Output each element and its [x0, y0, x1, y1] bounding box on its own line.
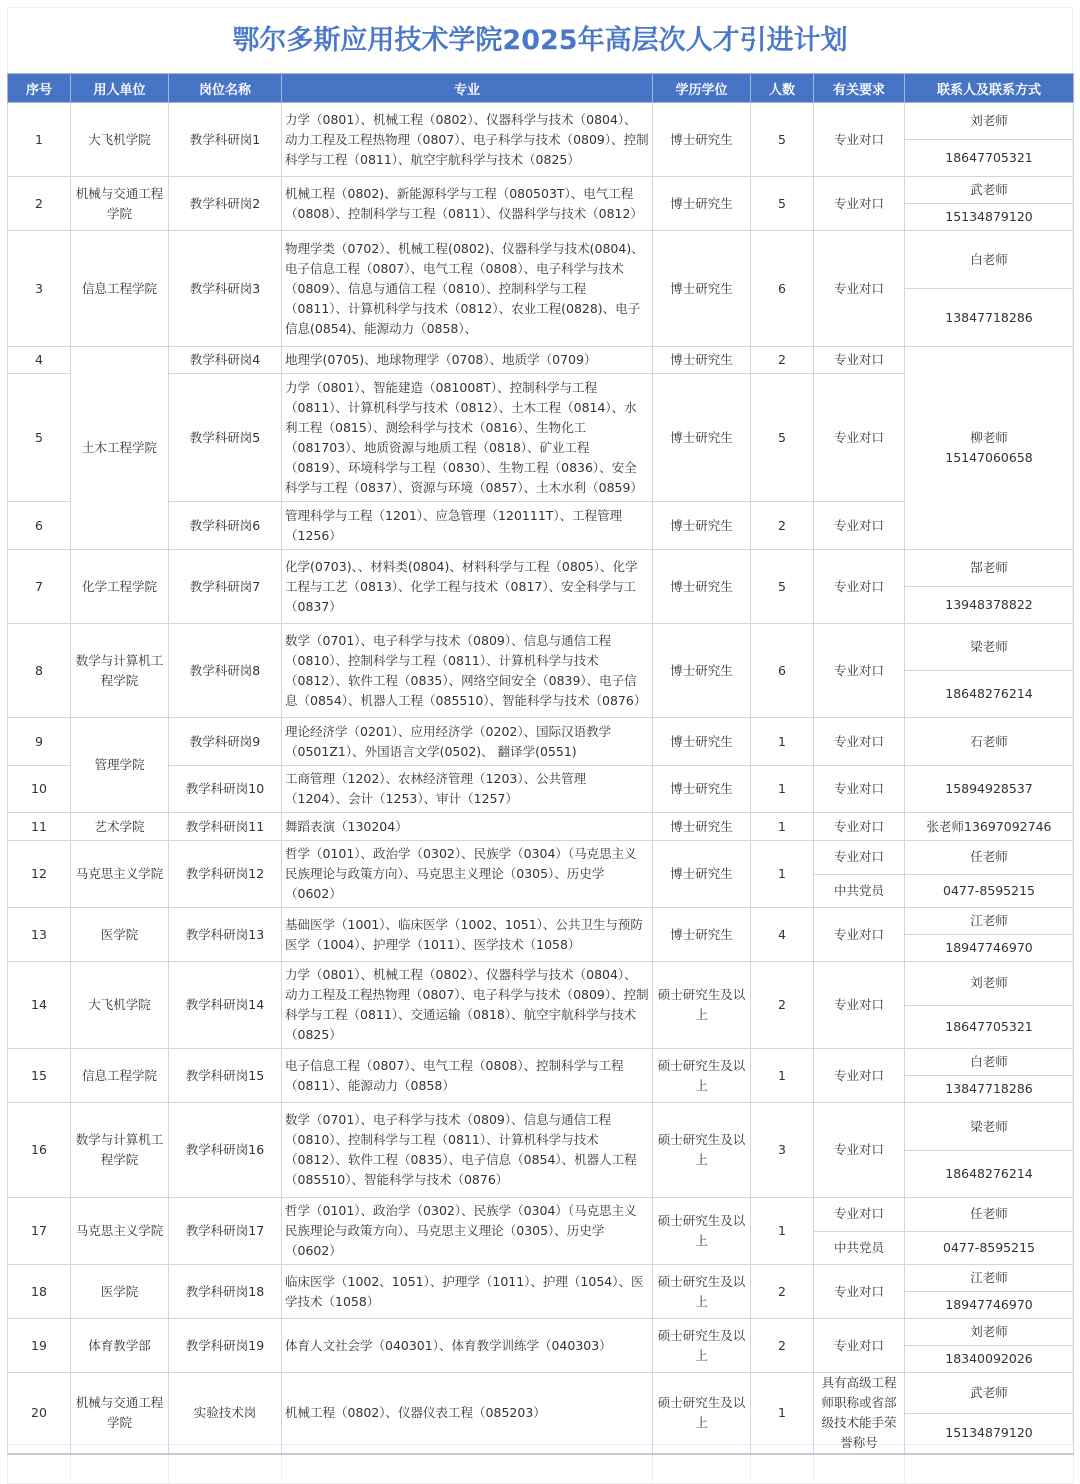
- row-post: 教学科研岗11: [169, 813, 282, 841]
- row-degree: 硕士研究生及以上: [653, 962, 751, 1049]
- row-degree: 硕士研究生及以上: [653, 1103, 751, 1198]
- row-requirement: 专业对口: [814, 103, 905, 177]
- row-requirement-2: 中共党员: [814, 874, 905, 908]
- row-requirement: 专业对口: [814, 1103, 905, 1198]
- row-requirement: 专业对口: [814, 177, 905, 231]
- row-requirement: 专业对口: [814, 502, 905, 550]
- table-row: [8, 1319, 1074, 1346]
- row-requirement: 专业对口: [814, 841, 905, 875]
- row-requirement: 专业对口: [814, 962, 905, 1049]
- row-requirement: 专业对口: [814, 1049, 905, 1103]
- contact-phone[interactable]: 18947746970: [905, 1292, 1074, 1319]
- row-post: 教学科研岗14: [169, 962, 282, 1049]
- row-unit: 马克思主义学院: [71, 1198, 169, 1265]
- row-major: 电子信息工程（0807）、电气工程（0808）、控制科学与工程（0811）、能源动力（0858）: [282, 1049, 653, 1103]
- row-major: 工商管理（1202）、农林经济管理（1203）、公共管理（1204）、会计（1253）、审计（1257）: [282, 766, 653, 813]
- contact-name: 任老师: [905, 841, 1074, 875]
- row-major: 地理学(0705)、地球物理学（0708）、地质学（0709）: [282, 347, 653, 374]
- table-row: [8, 1198, 1074, 1232]
- row-post: 教学科研岗10: [169, 766, 282, 813]
- row-degree: 硕士研究生及以上: [653, 1049, 751, 1103]
- table-row: [8, 813, 1074, 841]
- row-degree: 博士研究生: [653, 103, 751, 177]
- row-count: 1: [751, 813, 814, 841]
- row-unit: 艺术学院: [71, 813, 169, 841]
- row-degree: 博士研究生: [653, 908, 751, 962]
- table-row: [8, 1103, 1074, 1151]
- empty-cell: [282, 1454, 653, 1484]
- row-degree: 博士研究生: [653, 624, 751, 718]
- row-no: 1: [8, 103, 71, 177]
- row-requirement: 专业对口: [814, 718, 905, 766]
- row-post: 教学科研岗19: [169, 1319, 282, 1373]
- row-no: 14: [8, 962, 71, 1049]
- table-row: [8, 624, 1074, 671]
- row-unit: 化学工程学院: [71, 550, 169, 624]
- row-requirement: 专业对口: [814, 1198, 905, 1232]
- row-major: 力学（0801）、智能建造（081008T）、控制科学与工程（0811）、计算机科学与技术（0812）、土木工程（0814）、水利工程（0815）、测绘科学与技术（0816）、生物化工（081703）、地质资源与地质工程（0818）、矿业工程（0819）、环境科学与工程（0830）、生物工程（0836）、安全科学与工程（0837）、资源与环境（0857）、土木水利（0859）: [282, 374, 653, 502]
- row-degree: 硕士研究生及以上: [653, 1373, 751, 1455]
- row-major: 力学（0801）、机械工程（0802）、仪器科学与技术（0804）、动力工程及工程热物理（0807）、电子科学与技术（0809）、控制科学与工程（0811）、航空宇航科学与技术（0825）: [282, 103, 653, 177]
- empty-row: [8, 1454, 1074, 1484]
- row-count: 1: [751, 841, 814, 908]
- contact-name: 梁老师: [905, 624, 1074, 671]
- row-no: 10: [8, 766, 71, 813]
- row-unit: 信息工程学院: [71, 1049, 169, 1103]
- row-major: 临床医学（1002、1051）、护理学（1011）、护理（1054）、医学技术（1058）: [282, 1265, 653, 1319]
- contact-phone[interactable]: 18648276214: [905, 671, 1074, 718]
- row-no: 15: [8, 1049, 71, 1103]
- empty-cell: [8, 1454, 71, 1484]
- table-row: [8, 103, 1074, 140]
- contact-name: 白老师: [905, 231, 1074, 289]
- row-requirement: 专业对口: [814, 1265, 905, 1319]
- row-unit: 机械与交通工程学院: [71, 177, 169, 231]
- row-unit: 体育教学部: [71, 1319, 169, 1373]
- row-unit: 数学与计算机工程学院: [71, 1103, 169, 1198]
- row-requirement: 具有高级工程师职称或省部级技术能手荣誉称号: [814, 1373, 905, 1455]
- row-major: 数学（0701）、电子科学与技术（0809）、信息与通信工程（0810）、控制科学与工程（0811）、计算机科学与技术（0812）、软件工程（0835）、电子信息（0854）、机器人工程（085510）、智能科学与技术（0876）: [282, 1103, 653, 1198]
- row-count: 2: [751, 502, 814, 550]
- row-requirement: 专业对口: [814, 374, 905, 502]
- row-count: 5: [751, 374, 814, 502]
- contact-name: 武老师: [905, 177, 1074, 204]
- row-major: 化学(0703)、、材料类(0804)、材料科学与工程（0805）、化学工程与工艺（0813）、化学工程与技术（0817）、安全科学与工（0837）: [282, 550, 653, 624]
- table-row: [8, 841, 1074, 875]
- row-count: 2: [751, 962, 814, 1049]
- row-post: 教学科研岗18: [169, 1265, 282, 1319]
- contact-phone[interactable]: 13847718286: [905, 1076, 1074, 1103]
- header-count: 人数: [751, 74, 814, 103]
- contact-name: 白老师: [905, 1049, 1074, 1076]
- row-no: 16: [8, 1103, 71, 1198]
- contact-phone[interactable]: 0477-8595215: [905, 874, 1074, 908]
- row-major: 力学（0801）、机械工程（0802）、仪器科学与技术（0804）、动力工程及工程热物理（0807）、电子科学与技术（0809）、控制科学与工程（0811）、交通运输（0818）、航空宇航科学与技术（0825）: [282, 962, 653, 1049]
- row-major: 管理科学与工程（1201）、应急管理（120111T）、工程管理（1256）: [282, 502, 653, 550]
- row-post: 教学科研岗15: [169, 1049, 282, 1103]
- header-no: 序号: [8, 74, 71, 103]
- table-row: [8, 718, 1074, 766]
- row-requirement: 专业对口: [814, 813, 905, 841]
- row-post: 教学科研岗4: [169, 347, 282, 374]
- contact-name: 武老师: [905, 1373, 1074, 1414]
- row-post: 教学科研岗13: [169, 908, 282, 962]
- row-requirement: 专业对口: [814, 347, 905, 374]
- row-count: 1: [751, 1049, 814, 1103]
- row-unit: 土木工程学院: [71, 347, 169, 550]
- row-post: 教学科研岗3: [169, 231, 282, 347]
- row-major: 机械工程（0802）、仪器仪表工程（085203）: [282, 1373, 653, 1455]
- contact-name: 江老师: [905, 908, 1074, 935]
- row-no: 19: [8, 1319, 71, 1373]
- row-major: 基础医学（1001）、临床医学（1002、1051）、公共卫生与预防医学（1004）、护理学（1011）、医学技术（1058）: [282, 908, 653, 962]
- row-no: 11: [8, 813, 71, 841]
- row-degree: 硕士研究生及以上: [653, 1198, 751, 1265]
- row-count: 2: [751, 1319, 814, 1373]
- row-requirement: 专业对口: [814, 1319, 905, 1373]
- contact-info[interactable]: 张老师13697092746: [905, 813, 1074, 841]
- table-row: [8, 1049, 1074, 1076]
- row-major: 理论经济学（0201）、应用经济学（0202）、国际汉语教学（0501Z1）、外国语言文学(0502)、 翻译学(0551): [282, 718, 653, 766]
- row-post: 教学科研岗7: [169, 550, 282, 624]
- contact-name: 刘老师: [905, 1319, 1074, 1346]
- row-major: 体育人文社会学（040301）、体育教学训练学（040303）: [282, 1319, 653, 1373]
- row-degree: 博士研究生: [653, 231, 751, 347]
- contact-phone[interactable]: 15134879120: [905, 1413, 1074, 1454]
- header-row: [8, 74, 1074, 103]
- row-requirement: 专业对口: [814, 908, 905, 962]
- row-count: 5: [751, 550, 814, 624]
- row-major: 哲学（0101）、政治学（0302）、民族学（0304）（马克思主义民族理论与政策方向）、马克思主义理论（0305）、历史学（0602）: [282, 1198, 653, 1265]
- row-no: 9: [8, 718, 71, 766]
- row-requirement: 专业对口: [814, 766, 905, 813]
- row-degree: 硕士研究生及以上: [653, 1319, 751, 1373]
- row-count: 2: [751, 347, 814, 374]
- contact-phone[interactable]: 15894928537: [905, 766, 1074, 813]
- row-count: 3: [751, 1103, 814, 1198]
- row-degree: 博士研究生: [653, 841, 751, 908]
- row-requirement: 专业对口: [814, 231, 905, 347]
- row-no: 3: [8, 231, 71, 347]
- contact-name: 刘老师: [905, 103, 1074, 140]
- table-row: [8, 962, 1074, 1006]
- empty-cell: [751, 1454, 814, 1484]
- row-unit: 数学与计算机工程学院: [71, 624, 169, 718]
- row-unit: 大飞机学院: [71, 103, 169, 177]
- table-row: [8, 1265, 1074, 1292]
- row-post: 教学科研岗1: [169, 103, 282, 177]
- row-count: 1: [751, 1373, 814, 1455]
- row-major: 哲学（0101）、政治学（0302）、民族学（0304）（马克思主义民族理论与政策方向）、马克思主义理论（0305）、历史学（0602）: [282, 841, 653, 908]
- header-unit: 用人单位: [71, 74, 169, 103]
- page-title: 鄂尔多斯应用技术学院2025年高层次人才引进计划: [232, 25, 848, 56]
- row-degree: 博士研究生: [653, 718, 751, 766]
- table-row: [8, 231, 1074, 289]
- row-no: 17: [8, 1198, 71, 1265]
- contact-name: 江老师: [905, 1265, 1074, 1292]
- row-unit: 医学院: [71, 1265, 169, 1319]
- row-count: 6: [751, 624, 814, 718]
- table-row: [8, 347, 1074, 374]
- row-count: 1: [751, 766, 814, 813]
- row-no: 4: [8, 347, 71, 374]
- row-major: 物理学类（0702）、机械工程(0802)、仪器科学与技术(0804)、电子信息工程（0807）、电气工程（0808）、电子科学与技术（0809）、信息与通信工程（0810）、控制科学与工程（0811）、计算机科学与技术（0812）、农业工程(0828)、电子信息(0854)、能源动力（0858）、: [282, 231, 653, 347]
- row-no: 6: [8, 502, 71, 550]
- row-no: 7: [8, 550, 71, 624]
- header-major: 专业: [282, 74, 653, 103]
- row-requirement: 专业对口: [814, 624, 905, 718]
- row-post: 教学科研岗12: [169, 841, 282, 908]
- table-row: [8, 1373, 1074, 1414]
- row-unit: 管理学院: [71, 718, 169, 813]
- row-post: 教学科研岗6: [169, 502, 282, 550]
- row-requirement-2: 中共党员: [814, 1231, 905, 1265]
- row-unit: 信息工程学院: [71, 231, 169, 347]
- row-degree: 硕士研究生及以上: [653, 1265, 751, 1319]
- row-degree: 博士研究生: [653, 813, 751, 841]
- contact-phone[interactable]: 18648276214: [905, 1151, 1074, 1198]
- row-count: 4: [751, 908, 814, 962]
- row-post: 教学科研岗5: [169, 374, 282, 502]
- empty-cell: [814, 1454, 905, 1484]
- table-row: [8, 177, 1074, 204]
- contact-phone[interactable]: 0477-8595215: [905, 1231, 1074, 1265]
- header-contact: 联系人及联系方式: [905, 74, 1074, 103]
- row-degree: 博士研究生: [653, 766, 751, 813]
- row-count: 2: [751, 1265, 814, 1319]
- row-no: 8: [8, 624, 71, 718]
- row-no: 20: [8, 1373, 71, 1455]
- row-unit: 机械与交通工程学院: [71, 1373, 169, 1455]
- row-major: 机械工程（0802)、新能源科学与工程（080503T）、电气工程（0808）、控制科学与工程（0811）、仪器科学与技术（0812）: [282, 177, 653, 231]
- contact-name: 石老师: [905, 718, 1074, 766]
- row-unit: 马克思主义学院: [71, 841, 169, 908]
- header-degree: 学历学位: [653, 74, 751, 103]
- row-count: 1: [751, 1198, 814, 1265]
- row-no: 12: [8, 841, 71, 908]
- row-post: 实验技术岗: [169, 1373, 282, 1455]
- contact-phone[interactable]: 18647705321: [905, 140, 1074, 177]
- row-degree: 博士研究生: [653, 502, 751, 550]
- row-degree: 博士研究生: [653, 550, 751, 624]
- contact-phone[interactable]: 18947746970: [905, 935, 1074, 962]
- row-major: 数学（0701）、电子科学与技术（0809）、信息与通信工程（0810）、控制科学与工程（0811）、计算机科学与技术（0812）、软件工程（0835）、网络空间安全（0839）、电子信息（0854）、机器人工程（085510）、智能科学与技术（0876）: [282, 624, 653, 718]
- recruitment-table: [7, 73, 1074, 1484]
- header-requirement: 有关要求: [814, 74, 905, 103]
- empty-cell: [653, 1454, 751, 1484]
- contact-phone[interactable]: 13948378822: [905, 587, 1074, 624]
- row-degree: 博士研究生: [653, 374, 751, 502]
- contact-phone[interactable]: 13847718286: [905, 289, 1074, 347]
- contact-phone[interactable]: 15134879120: [905, 204, 1074, 231]
- row-no: 18: [8, 1265, 71, 1319]
- row-count: 5: [751, 103, 814, 177]
- header-post: 岗位名称: [169, 74, 282, 103]
- contact-name: 郜老师: [905, 550, 1074, 587]
- row-no: 13: [8, 908, 71, 962]
- row-no: 5: [8, 374, 71, 502]
- row-post: 教学科研岗2: [169, 177, 282, 231]
- row-unit: 大飞机学院: [71, 962, 169, 1049]
- row-unit: 医学院: [71, 908, 169, 962]
- contact-name: 梁老师: [905, 1103, 1074, 1151]
- contact-phone[interactable]: 18647705321: [905, 1005, 1074, 1049]
- row-post: 教学科研岗17: [169, 1198, 282, 1265]
- row-count: 5: [751, 177, 814, 231]
- contact-name: 刘老师: [905, 962, 1074, 1006]
- row-no: 2: [8, 177, 71, 231]
- contact-info[interactable]: 柳老师 15147060658: [905, 347, 1074, 550]
- row-degree: 博士研究生: [653, 177, 751, 231]
- empty-cell: [71, 1454, 169, 1484]
- row-post: 教学科研岗8: [169, 624, 282, 718]
- row-requirement: 专业对口: [814, 550, 905, 624]
- row-major: 舞蹈表演（130204）: [282, 813, 653, 841]
- empty-cell: [169, 1454, 282, 1484]
- row-degree: 博士研究生: [653, 347, 751, 374]
- empty-cell: [905, 1454, 1074, 1484]
- table-row: [8, 908, 1074, 935]
- row-count: 1: [751, 718, 814, 766]
- row-count: 6: [751, 231, 814, 347]
- table-row: [8, 550, 1074, 587]
- contact-phone[interactable]: 18340092026: [905, 1346, 1074, 1373]
- contact-name: 任老师: [905, 1198, 1074, 1232]
- row-post: 教学科研岗16: [169, 1103, 282, 1198]
- row-post: 教学科研岗9: [169, 718, 282, 766]
